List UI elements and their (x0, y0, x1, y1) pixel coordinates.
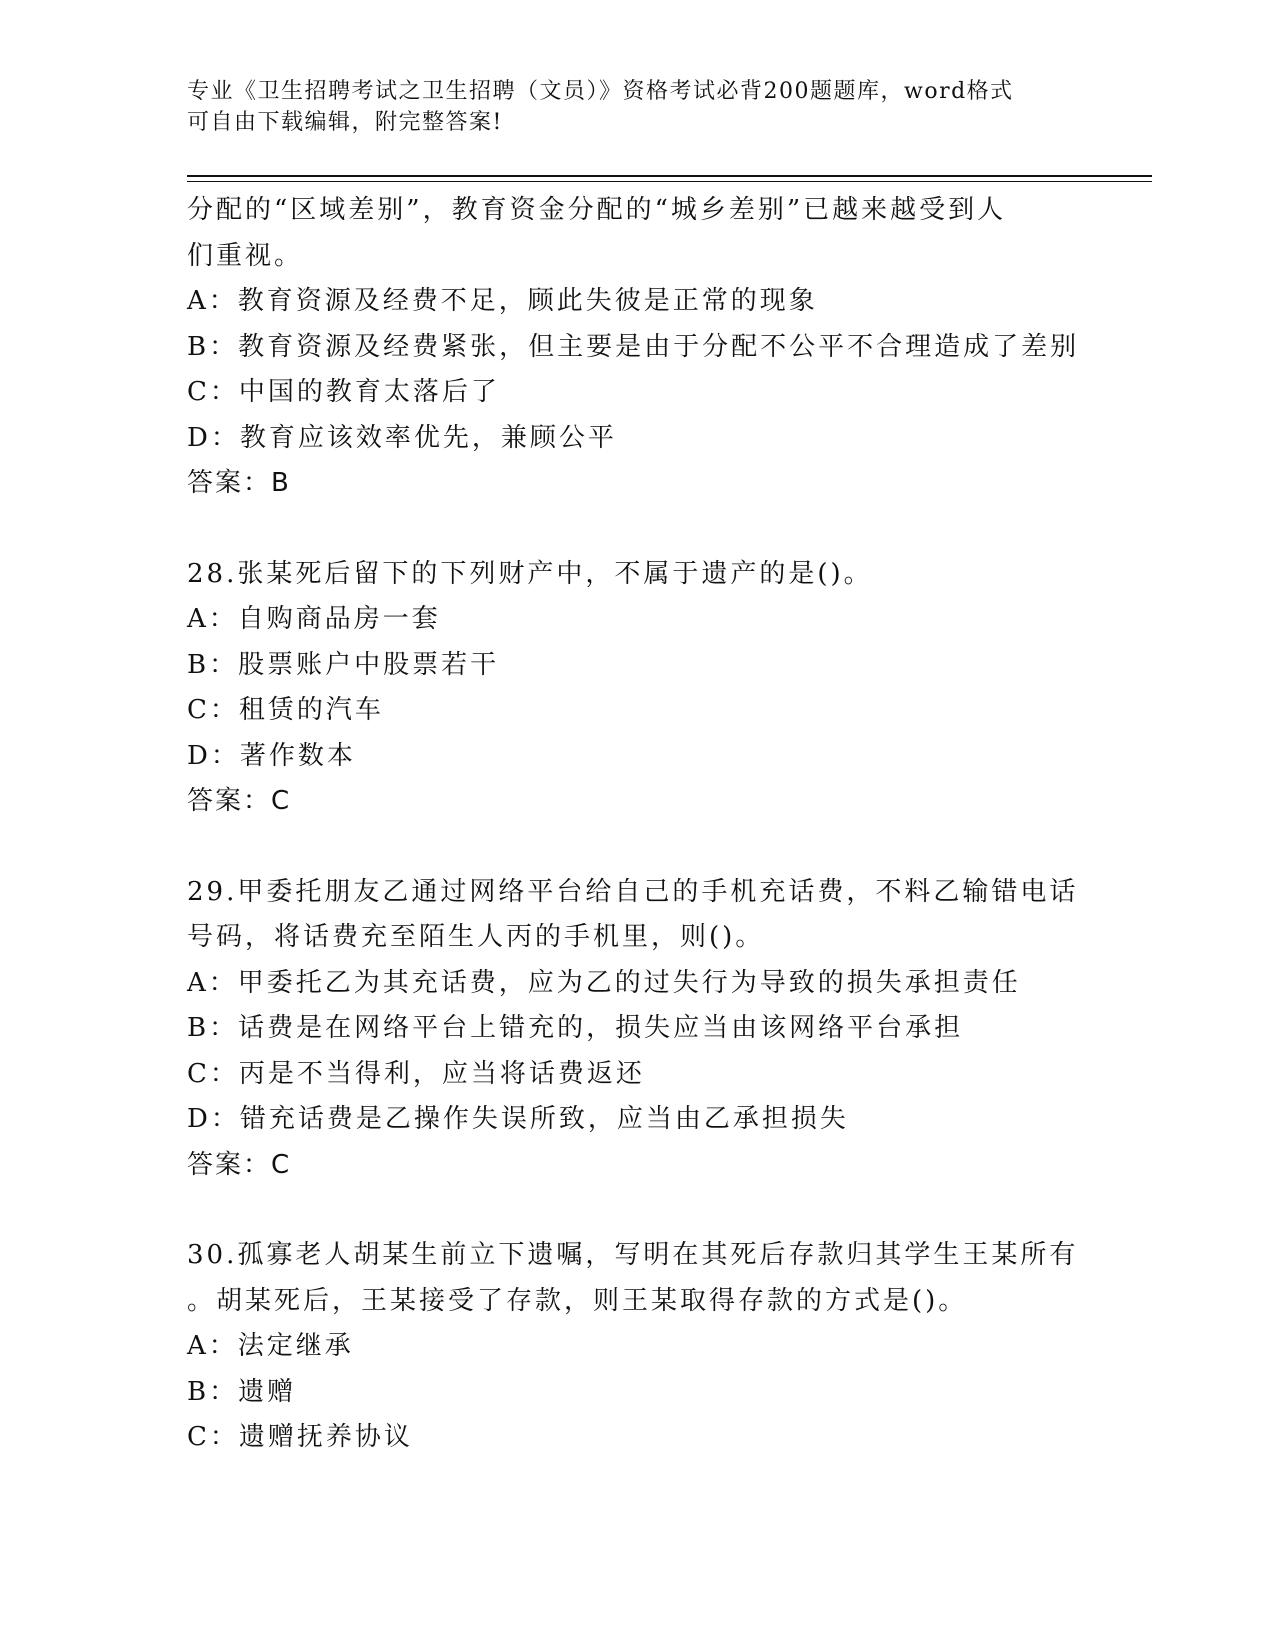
option-d: D：错充话费是乙操作失误所致，应当由乙承担损失 (187, 1104, 849, 1134)
option-a: A：法定继承 (187, 1331, 354, 1361)
question-stem-line: 们重视。 (187, 240, 304, 271)
question-stem-line: 30.孤寡老人胡某生前立下遗嘱，写明在其死后存款归其学生王某所有 (187, 1240, 1079, 1270)
option-c: C：遗赠抚养协议 (187, 1422, 413, 1452)
question-stem-line: 。胡某死后，王某接受了存款，则王某取得存款的方式是()。 (187, 1285, 968, 1316)
answer-line: 答案：B (187, 468, 291, 498)
header-divider-thick (187, 175, 1152, 177)
question-stem-line: 28.张某死后留下的下列财产中，不属于遗产的是()。 (187, 558, 873, 589)
question-stem-line: 分配的“区域差别”，教育资金分配的“城乡差别”已越来越受到人 (187, 195, 1007, 225)
option-a: A：教育资源及经费不足，顾此失彼是正常的现象 (187, 286, 818, 316)
header-divider-thin (187, 181, 1152, 182)
answer-line: 答案：C (187, 1149, 292, 1180)
question-block (187, 870, 1077, 1189)
option-c: C：丙是不当得利，应当将话费返还 (187, 1058, 645, 1089)
document-header (187, 76, 1077, 138)
option-d: D：教育应该效率优先，兼顾公平 (187, 422, 617, 453)
option-c: C：租赁的汽车 (187, 695, 384, 725)
option-c: C：中国的教育太落后了 (187, 377, 500, 407)
option-b: B：话费是在网络平台上错充的，损失应当由该网络平台承担 (187, 1013, 964, 1043)
question-stem-line: 29.甲委托朋友乙通过网络平台给自己的手机充话费，不料乙输错电话 (187, 876, 1079, 907)
header-line-1: 专业《卫生招聘考试之卫生招聘（文员）》资格考试必背200题题库，word格式 (187, 79, 1014, 104)
option-b: B：教育资源及经费紧张，但主要是由于分配不公平不合理造成了差别 (187, 331, 1080, 362)
header-line-2: 可自由下载编辑，附完整答案! (187, 110, 503, 135)
answer-line: 答案：C (187, 786, 292, 816)
option-a: A：自购商品房一套 (187, 604, 441, 634)
question-stem-line: 号码，将话费充至陌生人丙的手机里，则()。 (187, 922, 765, 952)
option-b: B：股票账户中股票若干 (187, 649, 500, 680)
question-block (187, 1233, 1077, 1461)
question-block (187, 188, 1080, 507)
option-b: B：遗赠 (187, 1376, 297, 1407)
question-list (187, 188, 1080, 1461)
option-a: A：甲委托乙为其充话费，应为乙的过失行为导致的损失承担责任 (187, 967, 1021, 998)
option-d: D：著作数本 (187, 740, 356, 771)
question-block (187, 552, 1077, 825)
